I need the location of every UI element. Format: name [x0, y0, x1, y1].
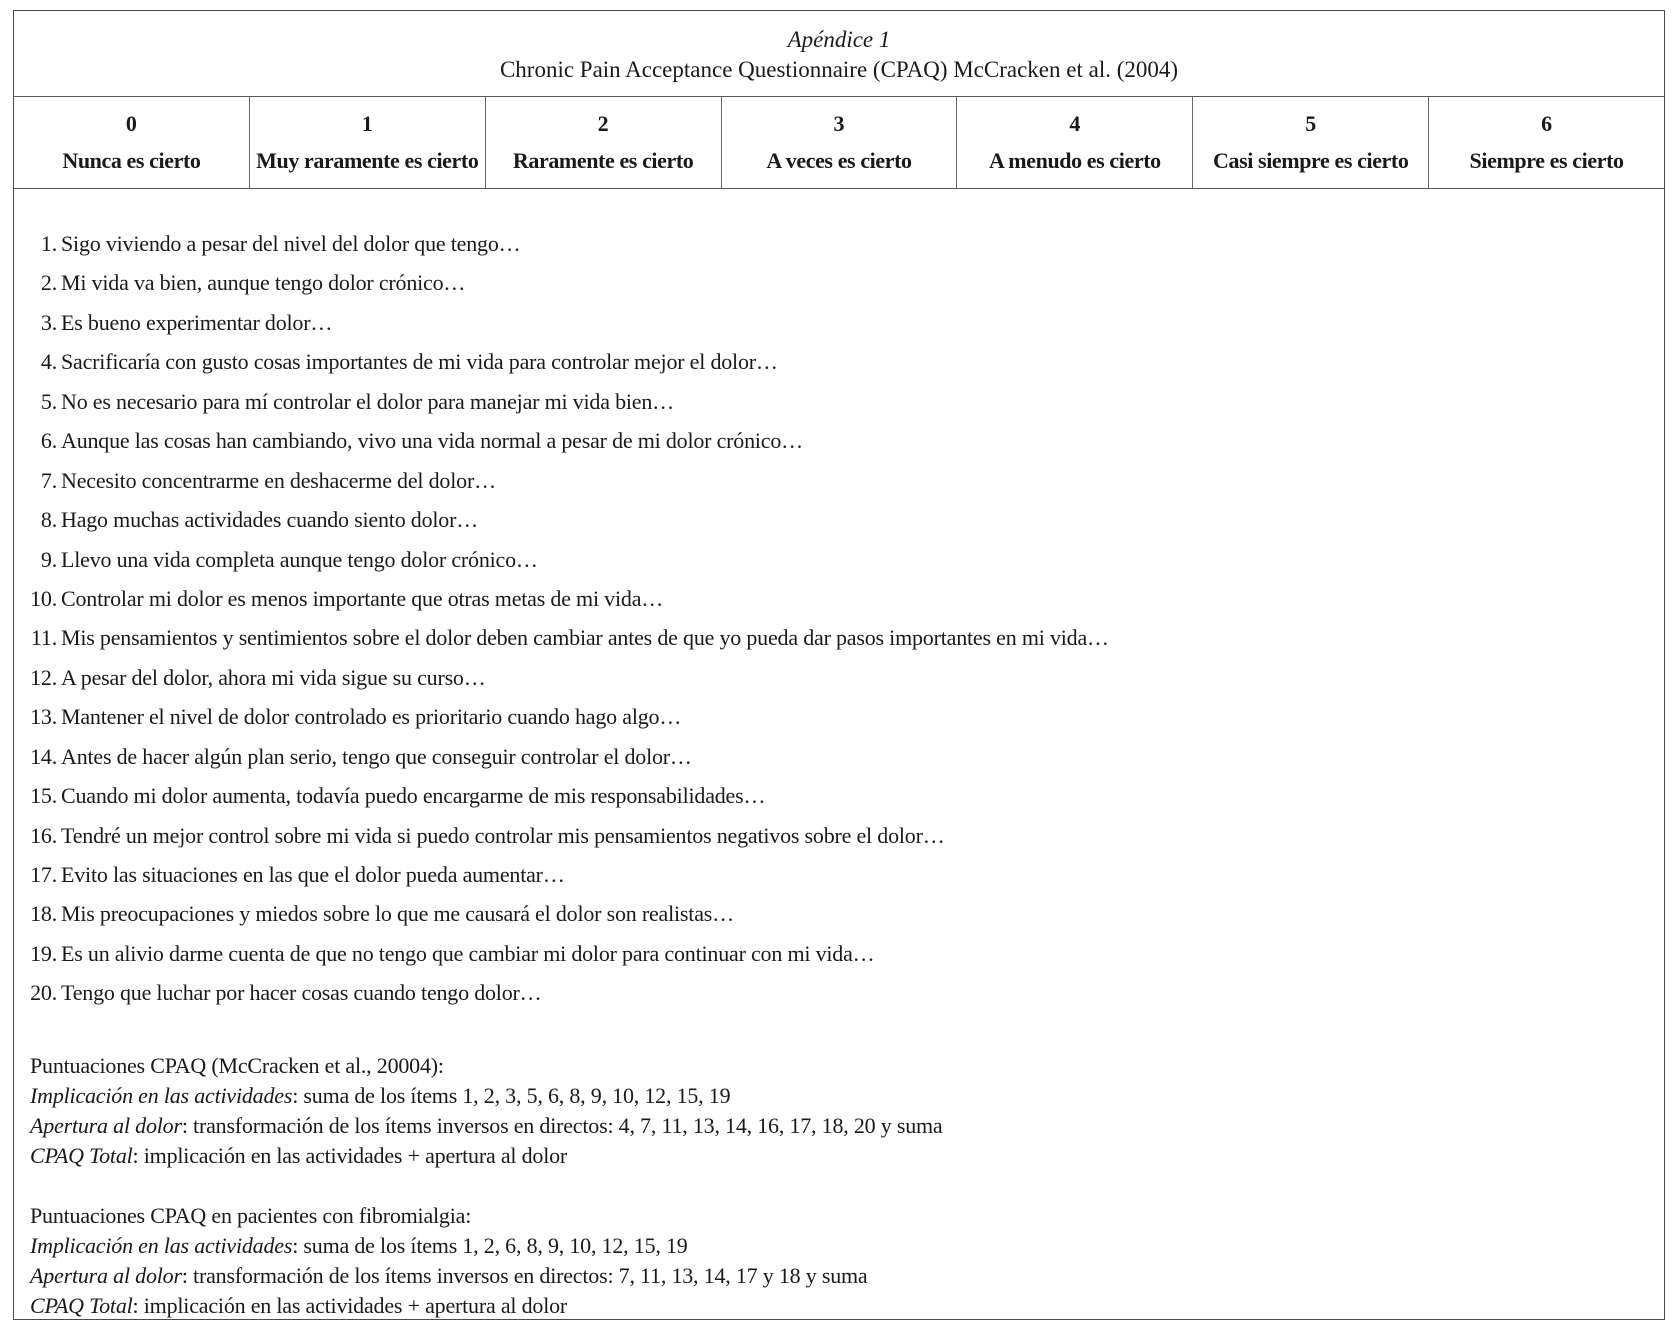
- scale-option-0: [14, 97, 250, 188]
- item-text: Es un alivio darme cuenta de que no tengo que cambiar mi dolor para continuar con mi vida…: [61, 940, 875, 966]
- questionnaire-item: [14, 941, 1664, 980]
- item-text: Aunque las cosas han cambiando, vivo una vida normal a pesar de mi dolor crónico…: [61, 428, 803, 454]
- questionnaire-item: [14, 428, 1664, 467]
- questionnaire-item: [14, 586, 1664, 625]
- item-number: 11.: [30, 625, 57, 651]
- item-text: Sigo viviendo a pesar del nivel del dolor que tengo…: [61, 231, 521, 256]
- total-term: CPAQ Total: [30, 1143, 133, 1168]
- questionnaire-item: [14, 980, 1664, 1019]
- scale-value: 1: [361, 111, 373, 136]
- scale-label: Raramente es cierto: [512, 148, 694, 173]
- scoring-activity: [30, 1081, 942, 1111]
- item-number: 17.: [30, 862, 57, 887]
- item-number: 7.: [40, 467, 57, 493]
- scale-label: A menudo es cierto: [988, 148, 1161, 173]
- questionnaire-item: [14, 625, 1664, 664]
- scoring-activity: [30, 1231, 867, 1261]
- item-text: Mantener el nivel de dolor controlado es prioritario cuando hago algo…: [61, 704, 682, 730]
- item-text: Cuando mi dolor aumenta, todavía puedo encargarme de mis responsabilidades…: [61, 783, 766, 809]
- openness-term: Apertura al dolor: [30, 1113, 182, 1138]
- scoring-total: [30, 1291, 867, 1321]
- item-number: 12.: [30, 664, 57, 690]
- questionnaire-item: [14, 507, 1664, 546]
- scoring-fibromyalgia: [30, 1201, 867, 1321]
- item-number: 4.: [40, 349, 57, 375]
- item-number: 13.: [30, 704, 57, 730]
- questionnaire-item: [14, 270, 1664, 309]
- scale-option-1: [250, 97, 486, 188]
- item-number: 9.: [40, 546, 57, 572]
- scale-option-5: [1193, 97, 1429, 188]
- item-number: 6.: [40, 428, 57, 454]
- scale-label: Siempre es cierto: [1469, 148, 1624, 173]
- total-term: CPAQ Total: [30, 1293, 133, 1318]
- item-number: 18.: [30, 901, 57, 927]
- scale-label: Nunca es cierto: [62, 148, 201, 173]
- item-text: Sacrificaría con gusto cosas importantes de mi vida para controlar mejor el dolor…: [61, 349, 778, 375]
- scale-value: 4: [1069, 111, 1081, 136]
- questionnaire-items: [14, 231, 1664, 1020]
- openness-rule: : transformación de los ítems inversos en directos: 4, 7, 11, 13, 14, 16, 17, 18, 20 y suma: [181, 1113, 943, 1138]
- questionnaire-item: [14, 389, 1664, 428]
- openness-term: Apertura al dolor: [30, 1263, 182, 1288]
- activity-term: Implicación en las actividades: [30, 1233, 293, 1258]
- total-rule: : implicación en las actividades + apertura al dolor: [132, 1293, 568, 1318]
- item-text: Controlar mi dolor es menos importante que otras metas de mi vida…: [61, 585, 664, 611]
- scale-label: Casi siempre es cierto: [1213, 148, 1409, 173]
- item-number: 8.: [40, 507, 57, 533]
- appendix-label: Apéndice 1: [787, 27, 891, 52]
- questionnaire-item: [14, 349, 1664, 388]
- item-number: 19.: [30, 940, 57, 966]
- item-text: A pesar del dolor, ahora mi vida sigue su curso…: [61, 664, 486, 690]
- questionnaire-item: [14, 783, 1664, 822]
- scale-option-3: [722, 97, 958, 188]
- scoring-openness: [30, 1261, 867, 1291]
- item-text: Hago muchas actividades cuando siento dolor…: [61, 507, 479, 533]
- item-number: 10.: [30, 585, 57, 611]
- scale-option-6: [1429, 97, 1664, 188]
- item-text: Tendré un mejor control sobre mi vida si puedo controlar mis pensamientos negativos sobre el dolor…: [61, 822, 945, 848]
- scale-value: 2: [597, 111, 609, 136]
- openness-rule: : transformación de los ítems inversos en directos: 7, 11, 13, 14, 17 y 18 y suma: [181, 1263, 868, 1288]
- item-number: 2.: [40, 270, 57, 296]
- questionnaire-item: [14, 823, 1664, 862]
- item-text: No es necesario para mí controlar el dolor para manejar mi vida bien…: [61, 388, 674, 414]
- scoring-openness: [30, 1111, 942, 1141]
- questionnaire-item: [14, 901, 1664, 940]
- item-number: 1.: [40, 231, 57, 256]
- scale-value: 3: [833, 111, 845, 136]
- item-number: 15.: [30, 783, 57, 809]
- appendix-table: [13, 10, 1665, 1320]
- scale-label: A veces es cierto: [766, 148, 912, 173]
- item-text: Llevo una vida completa aunque tengo dolor crónico…: [61, 546, 538, 572]
- item-text: Evito las situaciones en las que el dolor pueda aumentar…: [61, 862, 565, 887]
- item-number: 16.: [30, 822, 57, 848]
- activity-rule: : suma de los ítems 1, 2, 3, 5, 6, 8, 9, 10, 12, 15, 19: [292, 1083, 731, 1108]
- item-text: Mi vida va bien, aunque tengo dolor crónico…: [61, 270, 466, 296]
- scale-option-2: [486, 97, 722, 188]
- questionnaire-item: [14, 310, 1664, 349]
- item-text: Mis preocupaciones y miedos sobre lo que me causará el dolor son realistas…: [61, 901, 734, 927]
- questionnaire-item: [14, 547, 1664, 586]
- activity-rule: : suma de los ítems 1, 2, 6, 8, 9, 10, 12, 15, 19: [292, 1233, 688, 1258]
- scale-value: 5: [1305, 111, 1317, 136]
- scale-value: 0: [125, 111, 137, 136]
- item-number: 5.: [40, 388, 57, 414]
- title-block: [14, 11, 1664, 97]
- scoring-total: [30, 1141, 942, 1171]
- scale-value: 6: [1541, 111, 1553, 136]
- item-number: 3.: [40, 309, 57, 335]
- scoring-heading: Puntuaciones CPAQ en pacientes con fibromialgia:: [30, 1203, 472, 1228]
- item-text: Es bueno experimentar dolor…: [61, 309, 333, 335]
- questionnaire-item: [14, 665, 1664, 704]
- item-text: Necesito concentrarme en deshacerme del dolor…: [61, 467, 496, 493]
- scoring-general: [30, 1051, 942, 1171]
- item-number: 14.: [30, 743, 57, 769]
- activity-term: Implicación en las actividades: [30, 1083, 293, 1108]
- scale-option-4: [957, 97, 1193, 188]
- total-rule: : implicación en las actividades + apertura al dolor: [132, 1143, 568, 1168]
- questionnaire-item: [14, 704, 1664, 743]
- scale-label: Muy raramente es cierto: [256, 148, 479, 173]
- scoring-heading: Puntuaciones CPAQ (McCracken et al., 20004):: [30, 1053, 444, 1078]
- questionnaire-title: Chronic Pain Acceptance Questionnaire (CPAQ) McCracken et al. (2004): [499, 57, 1179, 82]
- item-text: Mis pensamientos y sentimientos sobre el dolor deben cambiar antes de que yo pueda dar pasos importantes en mi vida…: [61, 625, 1109, 651]
- questionnaire-item: [14, 862, 1664, 901]
- item-text: Tengo que luchar por hacer cosas cuando tengo dolor…: [61, 980, 542, 1006]
- item-number: 20.: [30, 980, 57, 1006]
- item-text: Antes de hacer algún plan serio, tengo que conseguir controlar el dolor…: [61, 743, 692, 769]
- questionnaire-item: [14, 468, 1664, 507]
- response-scale: [14, 97, 1664, 189]
- questionnaire-item: [14, 231, 1664, 270]
- questionnaire-item: [14, 744, 1664, 783]
